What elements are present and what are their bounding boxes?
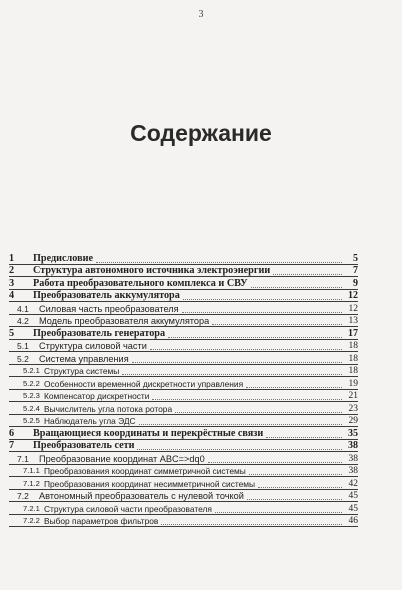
toc-entry-title: Преобразования координат симметричной системы — [44, 466, 246, 476]
dot-leader — [249, 474, 342, 475]
toc-entry-title: Работа преобразовательного комплекса и СВУ — [33, 277, 248, 289]
toc-entry — [9, 340, 358, 353]
toc-entry — [9, 390, 358, 403]
toc-entry-number: 2 — [9, 265, 15, 276]
toc-entry-title: Преобразователь генератора — [33, 327, 166, 339]
toc-entry-page: 7 — [353, 265, 358, 276]
toc-entry-page: 5 — [353, 252, 358, 264]
toc-entry-page: 23 — [348, 403, 358, 414]
toc-entry-number: 5 — [9, 327, 15, 339]
dot-leader — [247, 499, 342, 500]
toc-entry-title: Система управления — [39, 353, 129, 364]
toc-entry-page: 18 — [348, 366, 358, 376]
toc-entry-title: Структура силовой части преобразователя — [44, 503, 212, 514]
toc-entry — [9, 440, 358, 453]
page-number: 3 — [198, 9, 204, 20]
toc-entry-number: 5.2.5 — [23, 416, 40, 425]
toc-entry-page: 17 — [348, 327, 358, 339]
toc-entry — [9, 352, 358, 365]
toc-entry-page: 35 — [348, 427, 358, 439]
dot-leader — [175, 412, 342, 413]
toc-entry — [9, 452, 358, 465]
toc-entry-page: 42 — [348, 478, 358, 489]
toc-entry-title: Структура автономного источника электроэнергии — [33, 265, 271, 276]
toc-entry-title: Силовая часть преобразователя — [39, 303, 179, 314]
toc-entry — [9, 327, 358, 340]
dot-leader — [266, 437, 342, 438]
dot-leader — [168, 337, 342, 338]
toc-entry-title: Особенности временной дискретности управления — [44, 378, 244, 389]
dot-leader — [208, 462, 342, 463]
toc-entry-number: 3 — [9, 277, 15, 289]
toc-entry-page: 29 — [348, 416, 358, 426]
toc-entry — [9, 377, 358, 390]
toc-entry — [9, 302, 358, 315]
toc-entry — [9, 427, 358, 440]
toc-entry-page: 12 — [348, 303, 358, 314]
toc-entry-number: 1 — [9, 252, 15, 264]
dot-leader — [212, 324, 342, 325]
toc-entry-title: Структура силовой части — [39, 341, 147, 351]
dot-leader — [150, 349, 342, 350]
toc-entry-number: 7.2.1 — [23, 503, 40, 513]
toc-entry-title: Наблюдатель угла ЭДС — [44, 416, 136, 426]
toc-entry — [9, 502, 358, 515]
toc-entry — [9, 490, 358, 503]
toc-entry-title: Предисловие — [33, 252, 93, 264]
toc-entry — [9, 515, 358, 528]
toc-entry — [9, 315, 358, 328]
toc-entry-number: 5.2.2 — [23, 378, 40, 388]
dot-leader — [215, 512, 342, 513]
toc-entry-page: 19 — [348, 378, 358, 389]
toc-entry-page: 21 — [348, 391, 358, 401]
dot-leader — [182, 312, 342, 313]
dot-leader — [273, 274, 342, 275]
dot-leader — [183, 299, 342, 300]
dot-leader — [246, 387, 342, 388]
toc-entry-page: 38 — [348, 466, 358, 476]
toc-entry-number: 5.2.1 — [23, 366, 40, 375]
toc-entry-number: 7.1.1 — [23, 466, 40, 475]
toc-entry-title: Преобразователь сети — [33, 440, 135, 451]
toc-entry-title: Выбор параметров фильтров — [44, 516, 159, 526]
toc-entry-number: 7.1 — [17, 453, 29, 464]
toc-entry-page: 9 — [353, 277, 358, 289]
toc-entry-title: Компенсатор дискретности — [44, 391, 150, 401]
toc-entry-number: 5.1 — [17, 341, 29, 351]
toc-entry — [9, 365, 358, 378]
dot-leader — [258, 487, 342, 488]
toc-entry-title: Автономный преобразователь с нулевой точкой — [39, 491, 244, 501]
toc-entry — [9, 252, 358, 265]
toc-entry-title: Преобразования координат несимметричной системы — [44, 478, 256, 489]
row-underline — [9, 526, 358, 527]
toc-entry-page: 18 — [348, 353, 358, 364]
table-of-contents — [9, 252, 358, 527]
dot-leader — [137, 449, 342, 450]
toc-entry-page: 13 — [348, 316, 358, 326]
toc-entry-page: 12 — [348, 290, 358, 301]
dot-leader — [122, 374, 342, 375]
toc-entry-number: 5.2 — [17, 353, 29, 364]
dot-leader — [161, 524, 342, 525]
toc-entry-page: 18 — [348, 341, 358, 351]
toc-entry-number: 7 — [9, 440, 15, 451]
page-title: Содержание — [130, 120, 272, 146]
toc-entry-number: 4.2 — [17, 316, 29, 326]
toc-entry-number: 4 — [9, 290, 15, 301]
toc-entry-number: 6 — [9, 427, 15, 439]
toc-entry — [9, 465, 358, 478]
toc-entry-page: 38 — [348, 453, 358, 464]
toc-entry-page: 45 — [348, 503, 358, 514]
toc-entry-title: Вращающиеся координаты и перекрёстные связи — [33, 427, 264, 439]
toc-entry-title: Вычислитель угла потока ротора — [44, 403, 173, 414]
toc-entry-number: 4.1 — [17, 303, 29, 314]
toc-entry-number: 7.2 — [17, 491, 29, 501]
toc-entry — [9, 477, 358, 490]
dot-leader — [251, 287, 342, 288]
dot-leader — [132, 362, 342, 363]
dot-leader — [139, 424, 342, 425]
toc-entry-title: Модель преобразователя аккумулятора — [39, 316, 210, 326]
toc-entry-page: 45 — [348, 491, 358, 501]
toc-entry — [9, 402, 358, 415]
toc-entry-number: 5.2.3 — [23, 391, 40, 400]
toc-entry — [9, 415, 358, 428]
toc-entry-page: 38 — [348, 440, 358, 451]
toc-entry-number: 7.2.2 — [23, 516, 40, 525]
toc-entry-page: 46 — [348, 516, 358, 526]
toc-entry — [9, 277, 358, 290]
dot-leader — [96, 262, 342, 263]
toc-entry — [9, 290, 358, 303]
toc-entry-title: Преобразование координат ABC=>dq0 — [39, 453, 205, 464]
toc-entry-title: Структура системы — [44, 366, 120, 376]
toc-entry-number: 5.2.4 — [23, 403, 40, 413]
toc-entry-title: Преобразователь аккумулятора — [33, 290, 180, 301]
toc-entry — [9, 265, 358, 278]
dot-leader — [152, 399, 342, 400]
toc-entry-number: 7.1.2 — [23, 478, 40, 488]
